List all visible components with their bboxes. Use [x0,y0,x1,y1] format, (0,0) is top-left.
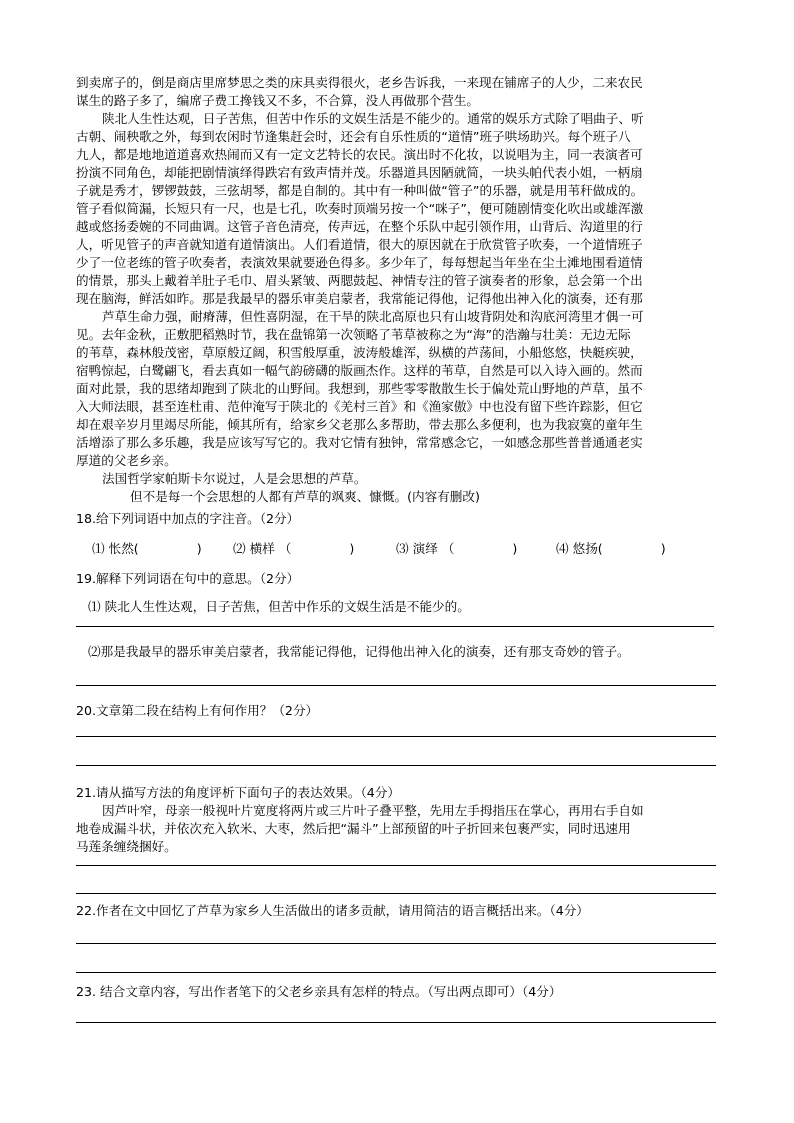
passage-line: 入大师法眼，甚至连杜甫、范仲淹写于陕北的《羌村三首》和《渔家傲》中也没有留下些许踪影，但它 [76,399,643,414]
q18-item-label: ⑵ 横样 （ [233,541,292,556]
answer-line[interactable] [76,626,714,627]
answer-line[interactable] [76,685,716,686]
passage-line: 人，听见管子的声音就知道有道情演出。人们看道情，很大的原因就在于欣赏管子吹奏，一个道情班子 [76,237,643,252]
passage-line: 到卖席子的，倒是商店里席梦思之类的床具卖得很火，老乡告诉我，一来现在铺席子的人少，二来农民 [76,75,643,90]
passage-line: 子就是秀才，锣锣鼓鼓，三弦胡琴，都是自制的。其中有一种叫做“管子”的乐器，就是用苇秆做成的。 [76,183,644,198]
q18-item-label: ⑴ 怅然( [92,541,139,556]
answer-line[interactable] [76,865,716,866]
passage-line: 管子看似简漏，长短只有一尺，也是七孔，吹奏时顶端另按一个“咪子”，便可随剧情变化吹出或雄浑激 [76,201,644,216]
q18-item-2: ⑵ 横样 （ ) [233,541,355,556]
q18-item-3: ⑶ 演绎 （ ) [396,541,518,556]
question-23: 23. 结合文章内容，写出作者笔下的父老乡亲具有怎样的特点。（写出两点即可）（4分） [76,984,562,999]
answer-line[interactable] [76,943,716,944]
q18-item-label: ⑶ 演绎 （ [396,541,455,556]
passage-line: 活增添了那么多乐趣，我是应该写写它的。我对它情有独钟，常常感念它，一如感念那些普普通通老实 [76,435,643,450]
passage-line: 谋生的路子多了，编席子费工搀钱又不多，不合算，没人再做那个营生。 [76,93,479,108]
passage-line: 现在脑海，鲜活如昨。那是我最早的器乐审美启蒙者，我常能记得他，记得他出神入化的演奏，还有那 [76,291,643,306]
passage-line: 厚道的父老乡亲。 [76,453,177,468]
question-20: 20.文章第二段在结构上有何作用？（2分） [76,703,319,718]
passage-line: 的情景，那头上戴着羊肚子毛巾、眉头紧皱、两腮鼓起、神情专注的管子演奏者的形象，总会第一个出 [76,273,643,288]
passage-line: 却在艰辛岁月里竭尽所能，倾其所有，给家乡父老那么多帮助，带去那么多便利，也为我寂寞的童年生 [76,417,643,432]
passage-line: 扮演不同角色，却能把剧情演绎得跌宕有致声情并茂。乐器道具因陋就简，一块头帕代表小姐，一柄扇 [76,165,643,180]
passage-line: 的苇草，森林般茂密，草原般辽阔，积雪般厚重，波涛般雄浑，纵横的芦荡间，小船悠悠，快艇疾驶， [76,345,643,360]
q19-sub-1: ⑴ 陕北人生性达观，日子苦焦，但苦中作乐的文娱生活是不能少的。 [88,599,470,614]
question-19: 19.解释下列词语在句中的意思。（2分） [76,571,300,586]
q18-item-label: ⑷ 悠扬( [556,541,603,556]
answer-line[interactable] [76,893,716,894]
passage-line: 面对此景，我的思绪却跑到了陕北的山野间。我想到，那些零零散散生长于偏处荒山野地的芦草，虽不 [76,381,643,396]
passage-line: 九人，都是地地道道喜欢热闹而又有一定文艺特长的农民。演出时不化妆，以说唱为主，同一表演者可 [76,147,643,162]
q21-quote-line: 马莲条缠绕捆好。 [76,839,177,854]
passage-line: 宿鸭惊起，白鹭翩飞，看去真如一幅气韵磅礴的版画杰作。这样的苇草，自然是可以入诗入画的。然而 [76,363,643,378]
answer-line[interactable] [76,972,716,973]
question-22: 22.作者在文中回忆了芦草为家乡人生活做出的诸多贡献，请用简洁的语言概括出来。（4分） [76,903,589,918]
q21-quote-line: 地卷成漏斗状，并依次充入软米、大枣，然后把“漏斗”上部预留的叶子折回来包裹严实，同时迅速用 [76,821,631,836]
answer-line[interactable] [76,736,716,737]
answer-line[interactable] [76,765,716,766]
q21-quote-line: 因芦叶窄，母亲一般视叶片宽度将两片或三片叶子叠平整，先用左手拇指压在掌心，再用右手自如 [102,803,644,818]
passage-line: 法国哲学家帕斯卡尔说过，人是会思想的芦草。 [102,471,367,486]
passage-line: 越或悠扬委婉的不同曲调。这管子音色清亮，传声远，在整个乐队中起引领作用，山背后、沟道里的行 [76,219,643,234]
answer-line[interactable] [76,1022,716,1023]
passage-line: 陕北人生性达观，日子苦焦，但苦中作乐的文娱生活是不能少的。通常的娱乐方式除了唱曲子、听 [102,111,644,126]
passage-line: 古朝、闹秧歌之外，每到农闲时节逢集赶会时，还会有自乐性质的“道情”班子哄场助兴。每个班子八 [76,129,631,144]
passage-line: 芦草生命力强，耐瘠薄，但性喜阴湿，在干旱的陕北高原也只有山坡背阴处和沟底河湾里才偶一可 [102,309,644,324]
question-21: 21.请从描写方法的角度评析下面句子的表达效果。（4分） [76,785,400,800]
passage-line: 但不是每一个会思想的人都有芦草的飒爽、慷慨。(内容有删改) [130,489,480,504]
q18-item-4: ⑷ 悠扬( ) [556,541,666,556]
passage-line: 少了一位老练的管子吹奏者，表演效果就要逊色得多。多少年了，每每想起当年坐在尘土滩地围看道情 [76,255,643,270]
q19-sub-2: ⑵那是我最早的器乐审美启蒙者，我常能记得他，记得他出神入化的演奏，还有那支奇妙的管子。 [88,644,630,659]
q18-item-1: ⑴ 怅然( ) [92,541,202,556]
passage-line: 见。去年金秋，正敷肥稻熟时节，我在盘锦第一次领略了苇草被称之为“海”的浩瀚与壮美：无边无际 [76,327,631,342]
question-18: 18.给下列词语中加点的字注音。（2分） [76,511,300,526]
